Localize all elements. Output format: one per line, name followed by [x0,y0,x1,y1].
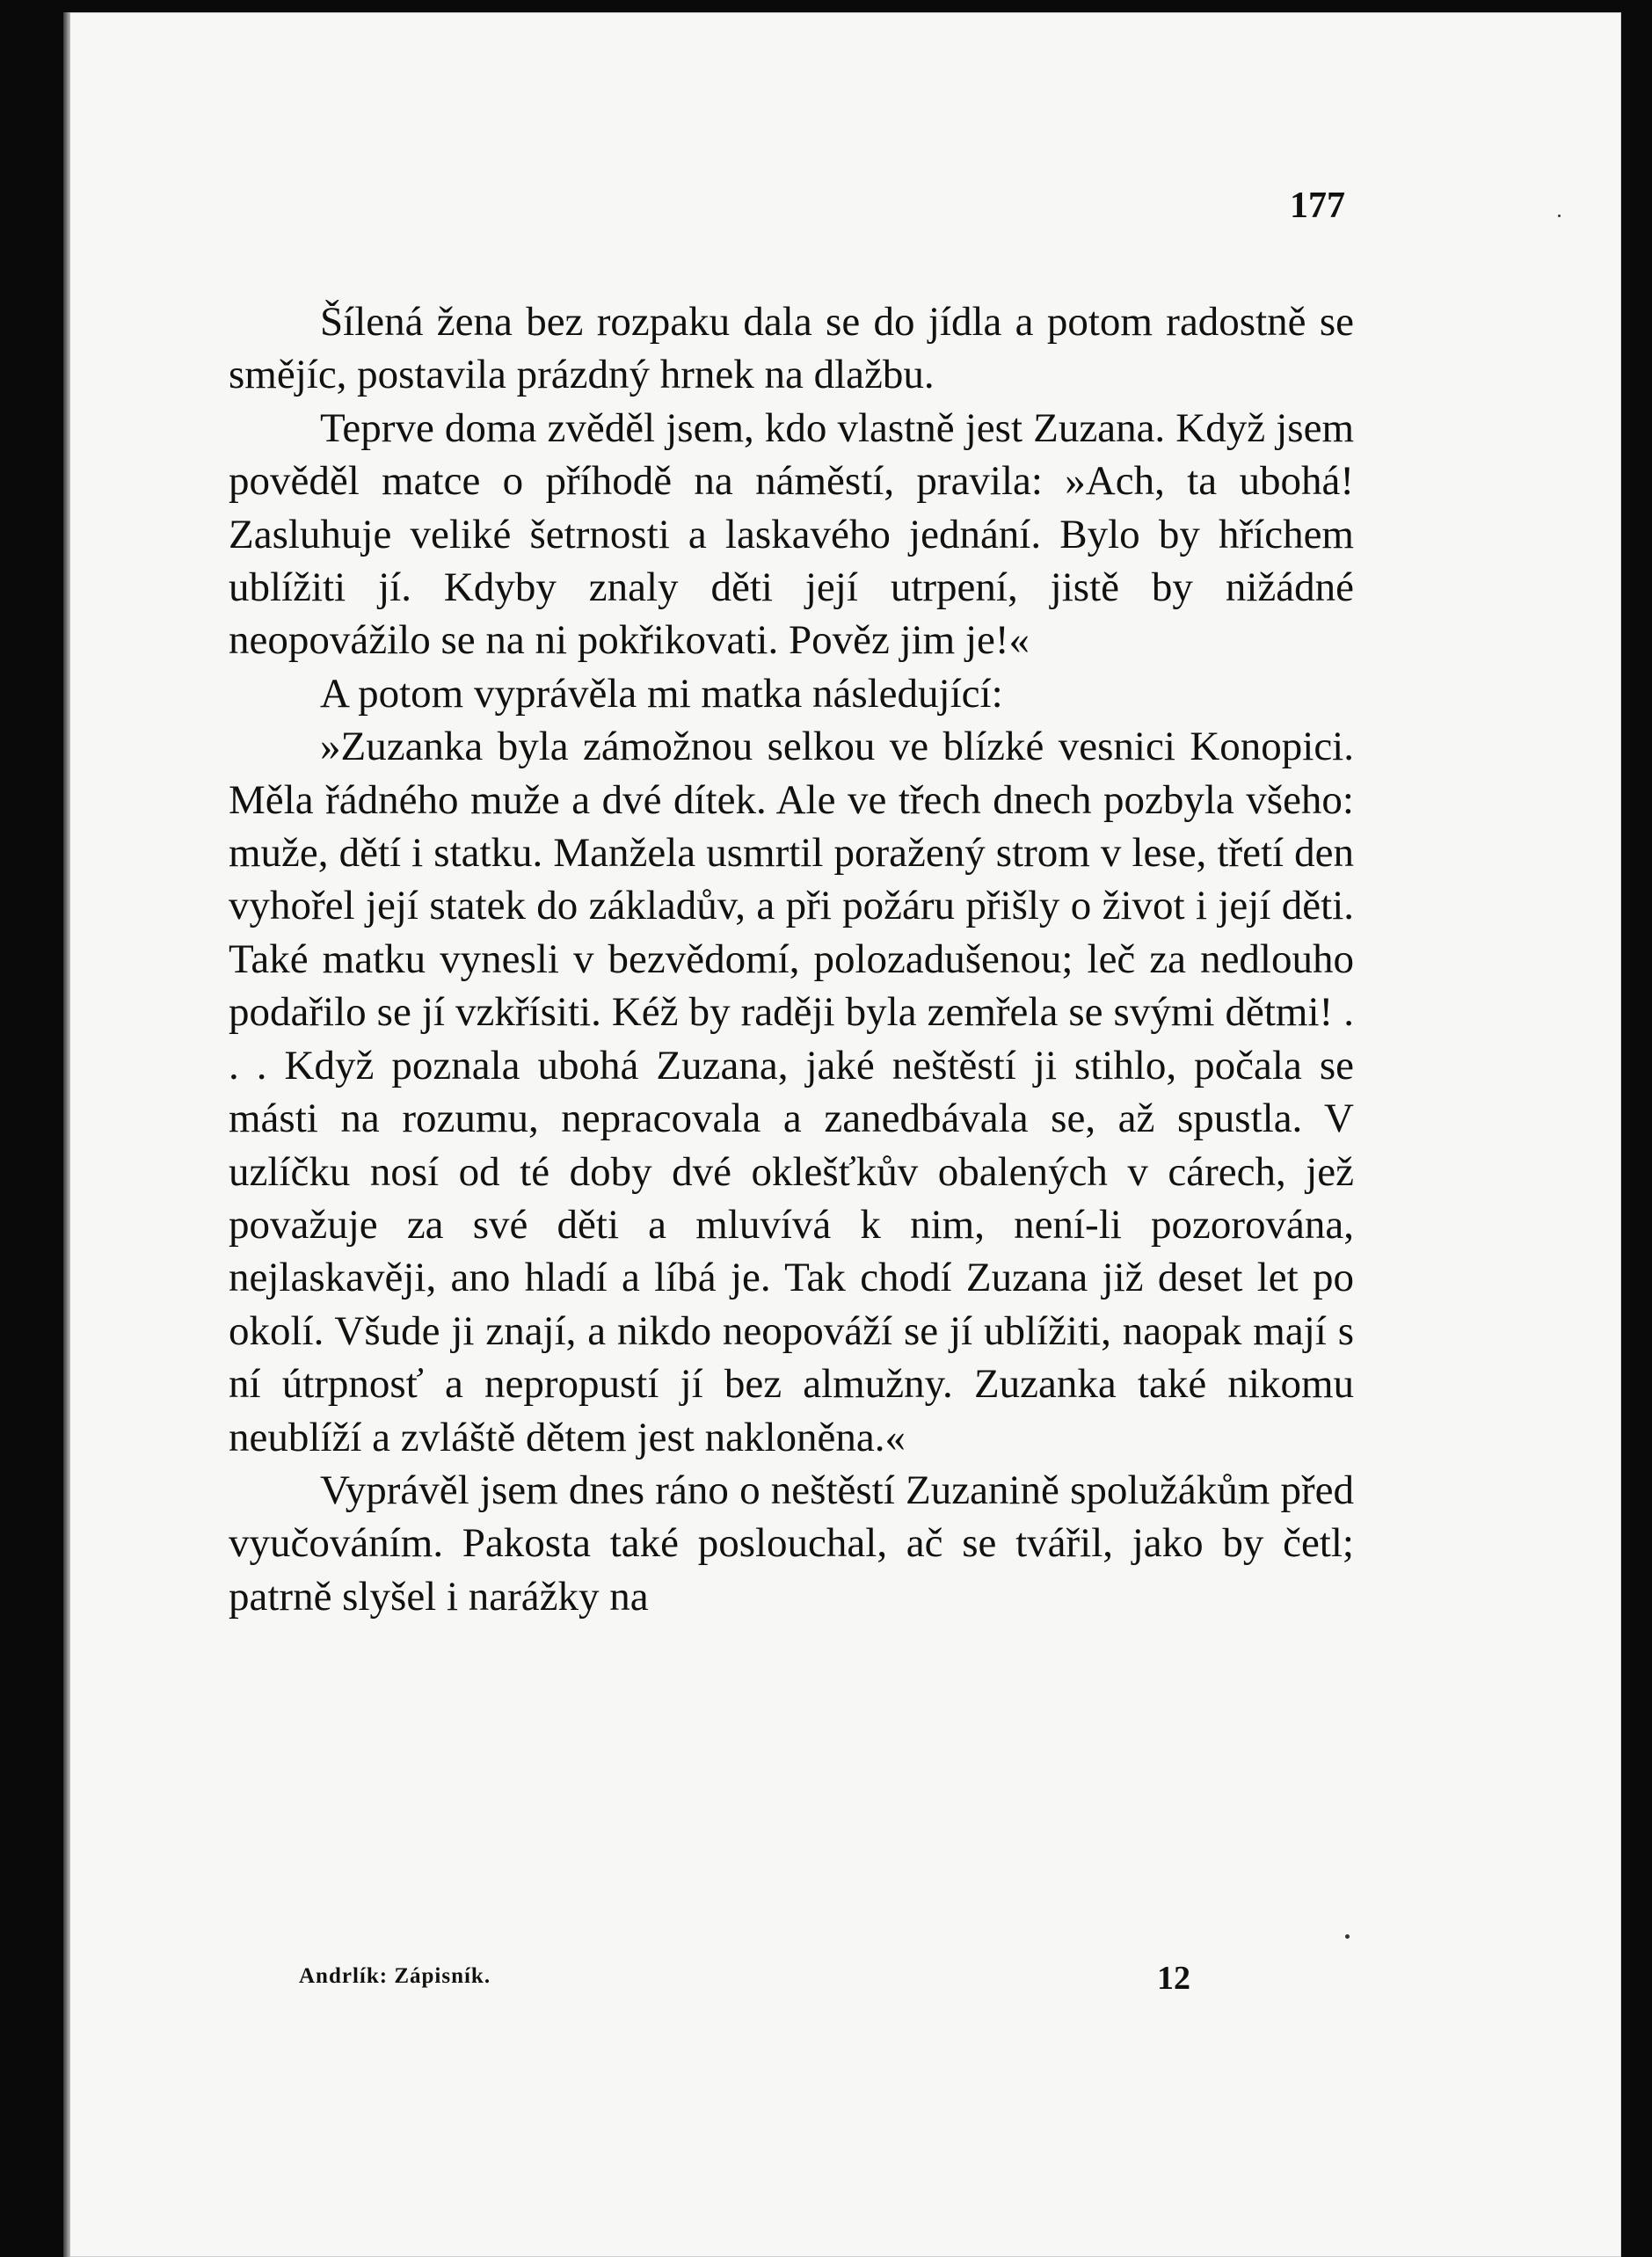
page-binding-edge [63,12,70,2257]
signature-mark: Andrlík: Zápisník. [299,1964,491,1988]
sheet-number: 12 [1157,1960,1190,1997]
paragraph-1: Šílená žena bez rozpaku dala se do jídla a potom radostně se smějíc, postavila prázdný hrnek na dlažbu. [229,299,1354,398]
paragraph-5: Vyprávěl jsem dnes ráno o neštěstí Zuzanině spolužákům před vyučováním. Pakosta také poslouchal, ač se tvářil, jako by četl; patrně slyšel i narážky na [229,1467,1354,1620]
book-page [63,12,1621,2257]
page-footer [299,1959,1354,1997]
page-body [229,295,1354,1623]
page-number: 177 [1290,186,1345,226]
paragraph-3: A potom vyprávěla mi matka následující: [320,670,1003,717]
paragraph-2: Teprve doma zvěděl jsem, kdo vlastně jest Zuzana. Když jsem pověděl matce o příhodě na náměstí, pravila: »Ach, ta ubohá! Zasluhuje veliké šetrnosti a laskavého jednání. Bylo by hříchem ublížiti jí. Kdyby znaly děti její utrpení, jistě by nižádné neopovážilo se na ni pokřikovati. Pověz jim je!« [229,404,1354,664]
paragraph-4: »Zuzanka byla zámožnou selkou ve blízké vesnici Konopici. Měla řádného muže a dvé dítek. Ale ve třech dnech pozbyla všeho: muže, dětí i statku. Manžela usmrtil poražený strom v lese, třetí den vyhořel její statek do základův, a při požáru přišly o život i její děti. Také matku vynesli v bezvědomí, polozadušenou; leč za nedlouho podařilo se jí vzkřísiti. Kéž by raději byla zemřela se svými dětmi! . . . Když poznala ubohá Zuzana, jaké neštěstí ji stihlo, počala se másti na rozumu, nepracovala a zanedbávala se, až spustla. V uzlíčku nosí od té doby dvé oklešťkův obalených v cárech, jež považuje za své děti a mluvívá k nim, není-li pozorována, nejlaskavěji, ano hladí a líbá je. Tak chodí Zuzana již deset let po okolí. Všude ji znají, a nikdo neopováží se jí ublížiti, naopak mají s ní útrpnosť a nepropustí jí bez almužny. Zuzanka také nikomu neublíží a zvláště dětem jest nakloněna.« [229,724,1354,1460]
dust-speck [1558,215,1561,217]
dust-speck [1345,1934,1350,1939]
